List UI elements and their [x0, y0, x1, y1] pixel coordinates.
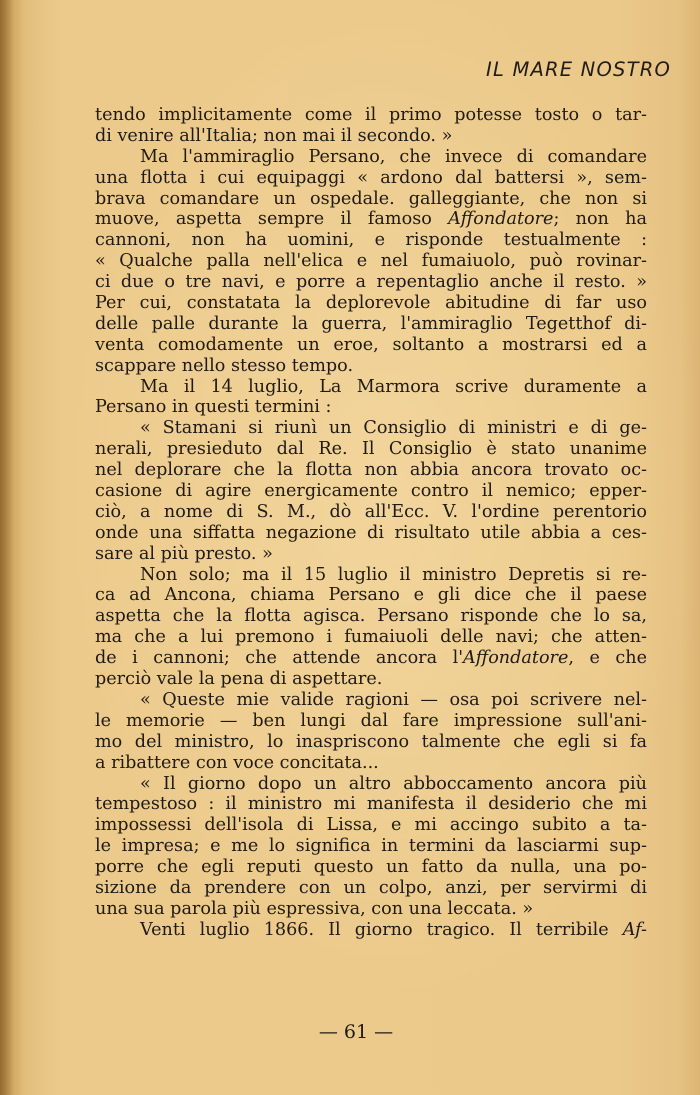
binding-shadow: [0, 0, 14, 1095]
text-line: impossessi dell'isola di Lissa, e mi accingo subito a ta-: [95, 815, 647, 836]
text-line: Ma il 14 luglio, La Marmora scrive duramente a: [140, 376, 647, 397]
text-line: de i cannoni; che attende ancora l'Affondatore, e che: [95, 648, 647, 669]
text-line: perciò vale la pena di aspettare.: [95, 669, 383, 690]
text-line: « Qualche palla nell'elica e nel fumaiuolo, può rovinar-: [95, 251, 647, 272]
text-line: « Queste mie valide ragioni — osa poi scrivere nel-: [140, 689, 647, 710]
text-line: Persano in questi termini :: [95, 397, 332, 418]
text-line: una flotta i cui equipaggi « ardono dal battersi », sem-: [95, 167, 647, 188]
text-line: tempestoso : il ministro mi manifesta il desiderio che mi: [95, 794, 647, 815]
text-line: ca ad Ancona, chiama Persano e gli dice che il paese: [95, 585, 647, 606]
text-line: Non solo; ma il 15 luglio il ministro Depretis si re-: [140, 564, 647, 585]
text-line: nerali, presieduto dal Re. Il Consiglio è stato unanime: [95, 439, 647, 460]
text-line: Ma l'ammiraglio Persano, che invece di comandare: [140, 146, 647, 167]
text-line: delle palle durante la guerra, l'ammiraglio Tegetthof di-: [95, 313, 647, 334]
text-line: aspetta che la flotta agisca. Persano risponde che lo sa,: [95, 606, 647, 627]
text-line: tendo implicitamente come il primo potesse tosto o tar-: [95, 105, 647, 125]
body-text: [95, 105, 647, 941]
text-line: porre che egli reputi questo un fatto da nulla, una po-: [95, 857, 647, 878]
text-line: « Il giorno dopo un altro abboccamento ancora più: [140, 773, 647, 794]
text-line: nel deplorare che la flotta non abbia ancora trovato oc-: [95, 460, 647, 481]
text-line: muove, aspetta sempre il famoso Affondatore; non ha: [95, 209, 647, 230]
text-line: una sua parola più espressiva, con una leccata. »: [95, 898, 534, 919]
text-line: di venire all'Italia; non mai il secondo. »: [95, 125, 453, 146]
text-line: ciò, a nome di S. M., dò all'Ecc. V. l'ordine perentorio: [95, 501, 647, 522]
text-line: sare al più presto. »: [95, 543, 273, 564]
text-line: cannoni, non ha uomini, e risponde testualmente :: [95, 230, 647, 251]
text-line: brava comandare un ospedale. galleggiante, che non si: [95, 188, 647, 209]
text-line: Per cui, constatata la deplorevole abitudine di far uso: [95, 293, 647, 314]
text-line: le impresa; e me lo significa in termini da lasciarmi sup-: [95, 836, 647, 857]
text-line: casione di agire energicamente contro il nemico; epper-: [95, 481, 647, 502]
text-line: sizione da prendere con un colpo, anzi, per servirmi di: [95, 877, 647, 898]
text-line: « Stamani si riunì un Consiglio di ministri e di ge-: [140, 418, 647, 439]
text-line: a ribattere con voce concitata...: [95, 752, 379, 773]
text-line: le memorie — ben lungi dal fare impressione sull'ani-: [95, 710, 647, 731]
running-title: IL MARE NOSTRO: [486, 58, 671, 81]
text-line: scappare nello stesso tempo.: [95, 355, 354, 376]
text-line: ci due o tre navi, e porre a repentaglio anche il resto. »: [95, 272, 647, 293]
text-line: mo del ministro, lo inaspriscono talmente che egli si fa: [95, 731, 647, 752]
page-number: — 61 —: [318, 1021, 394, 1043]
text-line: onde una siffatta negazione di risultato utile abbia a ces-: [95, 522, 647, 543]
text-line: venta comodamente un eroe, soltanto a mostrarsi ed a: [95, 334, 647, 355]
text-line: ma che a lui premono i fumaiuoli delle navi; che atten-: [95, 627, 647, 648]
text-line: Venti luglio 1866. Il giorno tragico. Il terribile Af-: [140, 919, 647, 940]
